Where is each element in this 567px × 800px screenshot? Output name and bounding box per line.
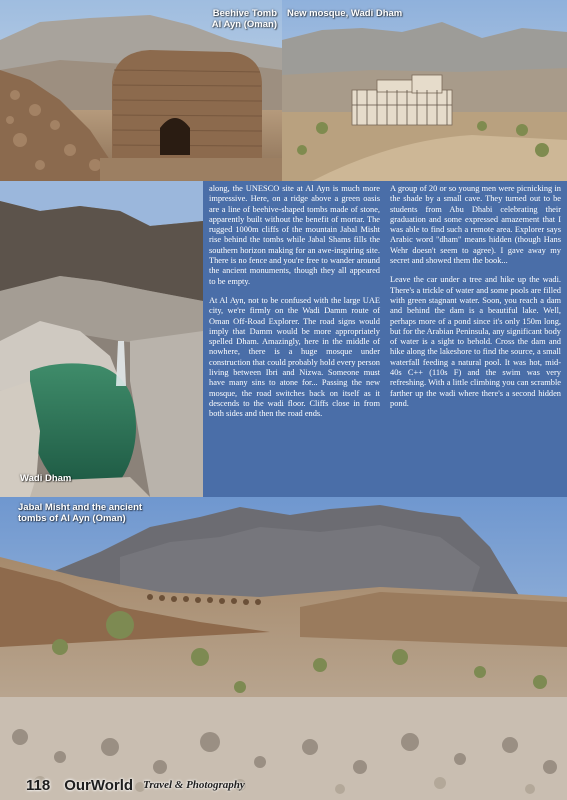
caption-wadi: Wadi Dham <box>20 473 72 484</box>
magazine-tagline: Travel & Photography <box>143 779 245 791</box>
mountain-landscape-photo-icon <box>0 497 567 800</box>
misht-photo <box>0 497 567 800</box>
article-column-1 <box>209 184 380 497</box>
mosque-photo <box>282 0 567 181</box>
page-footer <box>0 770 567 800</box>
article-paragraph: A group of 20 or so young men were picnicking in the shade by a small cave. They turned out to be students from Abu Dhabi celebrating their graduation and some expressed amazement that I was able to find such a remote area. Explorer says Arabic word "dham" means hidden (though Hans Wehr doesn't seem to agree). I gave away my secret and showed them the book... <box>390 184 561 266</box>
magazine-name: OurWorld <box>64 776 134 794</box>
article-text-panel <box>203 181 567 497</box>
page-number: 118 <box>26 776 51 794</box>
article-column-2 <box>390 184 561 497</box>
mosque-photo-icon <box>282 0 567 181</box>
article-paragraph: along, the UNESCO site at Al Ayn is much more impressive. Here, on a ridge above a green oasis are a line of beehive-shaped tombs made of stone, apparently built without the benefit of mortar. The rugged 1000m cliffs of the mountain Jabal Misht rise behind the tombs while Jabal Shams fills the southern horizon making for an awe-inspiring site. There is no fence and you're free to wander around the ancient monuments, though they all appeared to be empty. <box>209 184 380 286</box>
caption-misht: Jabal Misht and the ancient tombs of Al Ayn (Oman) <box>18 502 143 524</box>
article-paragraph: At Al Ayn, not to be confused with the large UAE city, we're firmly on the Wadi Damm route of Oman Off-Road Explorer. The road signs would imply that Damm would be more appropriately spelled Dham. Amazingly, here in the middle of nowhere, there is a huge mosque under construction that could probably hold every person living between Ibri and Nizwa. Someone must have many sins to atone for... Passing the new mosque, the road switches back on itself as it descends to the wadi floor. Cliffs close in from both sides and then the road ends. <box>209 295 380 419</box>
caption-mosque: New mosque, Wadi Dham <box>287 8 403 19</box>
wadi-pool-photo-icon <box>0 181 203 497</box>
wadi-photo <box>0 181 203 497</box>
caption-tomb: Beehive Tomb Al Ayn (Oman) <box>211 8 277 30</box>
article-paragraph: Leave the car under a tree and hike up the wadi. There's a trickle of water and some pools are filled with green stagnant water. Soon, you reach a dam and behind the dam is a beautiful lake. Well, perhaps more of a pond since it's only 150m long, but for the Arabian Peninsula, any significant body of water is a sight to behold. Cross the dam and hike along the lakeshore to find the source, a small waterfall feeding a natural pool. It was hot, mid-40s C++ (110s F) and the swim was very refreshing. With a little climbing you can scramble farther up the wadi where there's a second hidden pond. <box>390 275 561 408</box>
